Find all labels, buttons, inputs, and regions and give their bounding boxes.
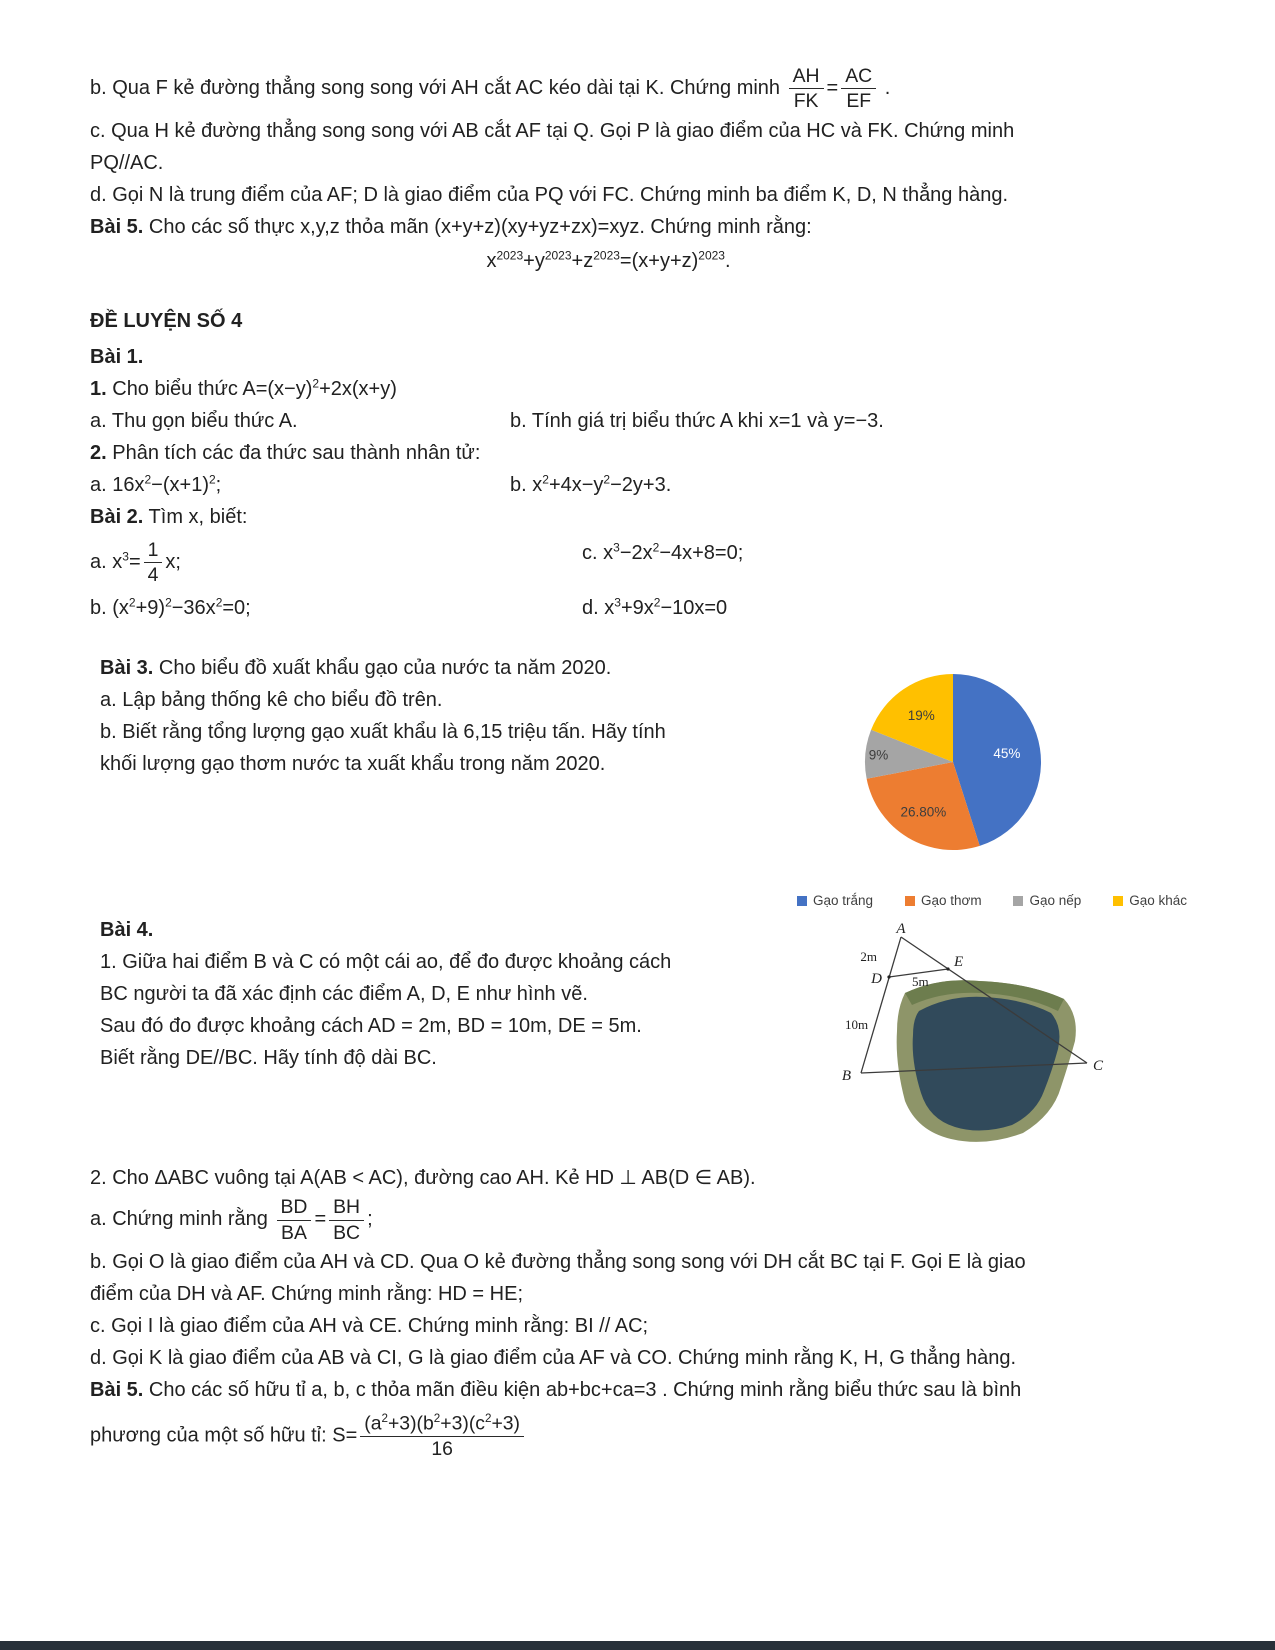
chart-legend xyxy=(797,891,1187,911)
bai2-heading xyxy=(90,502,1187,532)
bai2-item-b: b. $(x^2+9)^2-36x^2=0$; xyxy=(90,595,251,620)
legend-label: Gạo thơm xyxy=(920,893,982,909)
bai4-text-column xyxy=(90,915,780,1163)
point-label-a: A xyxy=(896,923,906,938)
bai4-q2c: c. Gọi I là giao điểm của AH và CE. Chứng minh rằng: BI // AC; xyxy=(90,1314,649,1337)
bai4-q1-line4: Biết rằng DE//BC. Hãy tính độ dài BC. xyxy=(100,1047,437,1070)
prev-bai5-label: Bài 5. xyxy=(90,215,144,238)
legend-label: Gạo trắng xyxy=(813,893,874,909)
bai1-q2b: b. $x^2+4x-y^2-2y+3$. xyxy=(510,471,672,496)
bai4-q2a: a. Chứng minh rằng $\frac{BD}{BA}$ = $\frac{BH}{BC}$ ; xyxy=(90,1196,373,1244)
legend-item-2 xyxy=(905,891,982,911)
bai1-q2 xyxy=(90,438,1187,468)
bai5-statement-line1 xyxy=(90,1375,1187,1405)
bai3-heading xyxy=(100,653,780,683)
bai4-q2b-line2: điểm của DH và AF. Chứng minh rằng: HD = HE; xyxy=(90,1282,524,1305)
bai1-q2-text: Phân tích các đa thức sau thành nhân tử: xyxy=(106,441,481,464)
legend-label: Gạo khác xyxy=(1129,893,1187,909)
bai4-q2b-line1: b. Gọi O là giao điểm của AH và CD. Qua O kẻ đường thẳng song song với DH cắt BC tại F. Gọi E là giao xyxy=(90,1250,1026,1273)
bai1-q1-number: 1. xyxy=(90,377,107,400)
bai3-text: Cho biểu đồ xuất khẩu gạo của nước ta năm 2020. xyxy=(153,657,612,680)
pie-value-label-4: 19% xyxy=(907,708,935,724)
bai4-section xyxy=(90,915,1187,1163)
bai2-item-d: d. $x^3+9x^2-10x=0$ xyxy=(582,595,728,620)
bai4-q2: 2. Cho ΔABC vuông tại A(AB < AC), đường cao AH. Kẻ HD ⊥ AB(D ∈ AB). xyxy=(90,1167,756,1190)
bai5-statement-line2: phương của một số hữu tỉ: S= $\frac{(a^2+3)(b^2+3)(c^2+3)}{16}$ xyxy=(90,1411,1187,1461)
bai4-label: Bài 4. xyxy=(100,919,154,942)
bai1-q1-text: Cho biểu thức $A=(x-y)^2+2x(x+y)$ xyxy=(106,375,397,400)
bai1-q1a: a. Thu gọn biểu thức A. xyxy=(90,409,298,432)
pie-value-label-2: 26.80% xyxy=(900,804,947,820)
bai4-heading xyxy=(100,915,780,945)
prev-bai5-statement xyxy=(90,212,1187,242)
bai4-q1-line2: BC người ta đã xác định các điểm A, D, E như hình vẽ. xyxy=(100,983,588,1006)
bai5-text: Cho các số hữu tỉ a, b, c thỏa mãn điều kiện ab+bc+ca=3 . Chứng minh rằng biểu thức sau là bình xyxy=(143,1378,1022,1401)
bai3-label: Bài 3. xyxy=(100,657,154,680)
legend-swatch xyxy=(797,896,807,906)
legend-item-3 xyxy=(1013,891,1081,911)
bai1-q2-number: 2. xyxy=(90,441,107,464)
measure-de: 5m xyxy=(912,974,929,990)
pie-value-label-3: 9% xyxy=(868,747,889,763)
pie-value-label-1: 45% xyxy=(993,746,1021,762)
section-title: ĐỀ LUYỆN SỐ 4 xyxy=(90,309,243,332)
bai4-q2d: d. Gọi K là giao điểm của AB và CI, G là giao điểm của AF và CO. Chứng minh rằng K, H, G thẳng hàng. xyxy=(90,1346,1017,1369)
prev-exercise-item-d: d. Gọi N là trung điểm của AF; D là giao điểm của PQ với FC. Chứng minh ba điểm K, D, N thẳng hàng. xyxy=(90,183,1009,206)
bai1-q1 xyxy=(90,374,1187,404)
scan-edge xyxy=(0,1641,1275,1650)
bai5-label: Bài 5. xyxy=(90,1378,144,1401)
prev-exercise-item-c-line2: PQ//AC. xyxy=(90,151,164,174)
bai1-q1b: b. Tính giá trị biểu thức A khi x=1 và y=−3. xyxy=(510,409,884,432)
point-label-e: E xyxy=(954,954,964,971)
bai3-section xyxy=(90,653,1187,915)
dot-d xyxy=(887,976,890,979)
bai1-heading xyxy=(90,342,1187,372)
bai3-item-b-line1: b. Biết rằng tổng lượng gạo xuất khẩu là 6,15 triệu tấn. Hãy tính xyxy=(100,721,666,744)
bai1-label: Bài 1. xyxy=(90,345,144,368)
bai3-item-a: a. Lập bảng thống kê cho biểu đồ trên. xyxy=(100,689,443,712)
point-label-b: B xyxy=(841,1068,851,1085)
rice-export-pie-chart xyxy=(813,667,1093,857)
pond-figure-block xyxy=(839,915,1109,1163)
pond-triangle-figure xyxy=(839,923,1109,1153)
legend-label: Gạo nếp xyxy=(1029,893,1082,909)
measure-ad: 2m xyxy=(860,949,877,965)
legend-swatch xyxy=(1113,896,1123,906)
bai3-item-b-line2: khối lượng gạo thơm nước ta xuất khẩu trong năm 2020. xyxy=(100,753,606,776)
bai3-text-column xyxy=(90,653,780,915)
bai1-q2a: a. $16x^2-(x+1)^2$; xyxy=(90,471,222,496)
prev-bai5-equation: $x^{2023}+y^{2023}+z^{2023}=(x+y+z)^{2023}$. xyxy=(486,247,731,272)
prev-bai5-text: Cho các số thực x,y,z thỏa mãn (x+y+z)(xy+yz+zx)=xyz. Chứng minh rằng: xyxy=(143,215,812,238)
bai2-row1 xyxy=(90,538,1187,588)
bai2-label: Bài 2. xyxy=(90,505,144,528)
legend-item-1 xyxy=(797,891,873,911)
legend-swatch xyxy=(1013,896,1023,906)
bai2-item-c: c. $x^3-2x^2-4x+8=0$; xyxy=(582,539,744,564)
measure-db: 10m xyxy=(845,1017,869,1033)
legend-swatch xyxy=(905,896,915,906)
dot-e xyxy=(946,968,949,971)
point-label-d: D xyxy=(871,971,882,988)
prev-exercise-item-c-line1: c. Qua H kẻ đường thẳng song song với AB cắt AF tại Q. Gọi P là giao điểm của HC và FK. Chứng minh xyxy=(90,119,1015,142)
pond-photo xyxy=(897,980,1076,1142)
legend-item-4 xyxy=(1113,891,1187,911)
prev-exercise-item-b: b. Qua F kẻ đường thẳng song song với AH cắt AC kéo dài tại K. Chứng minh $\frac{AH}{FK}$ = $\frac{AC}{EF}$ . xyxy=(90,65,891,113)
bai1-q1-subitems xyxy=(90,406,1187,436)
bai2-row2 xyxy=(90,593,1187,623)
bai2-text: Tìm x, biết: xyxy=(143,505,248,528)
bai4-q1-line1: 1. Giữa hai điểm B và C có một cái ao, để đo được khoảng cách xyxy=(100,951,672,974)
point-label-c: C xyxy=(1093,1058,1104,1075)
bai4-q1-line3: Sau đó đo được khoảng cách AD = 2m, BD = 10m, DE = 5m. xyxy=(100,1015,642,1038)
rice-export-chart-block xyxy=(797,653,1187,915)
bai1-q2-subitems xyxy=(90,470,1187,500)
bai2-item-a: a. $x^3=$ $\frac{1}{4}$ x; xyxy=(90,538,181,586)
